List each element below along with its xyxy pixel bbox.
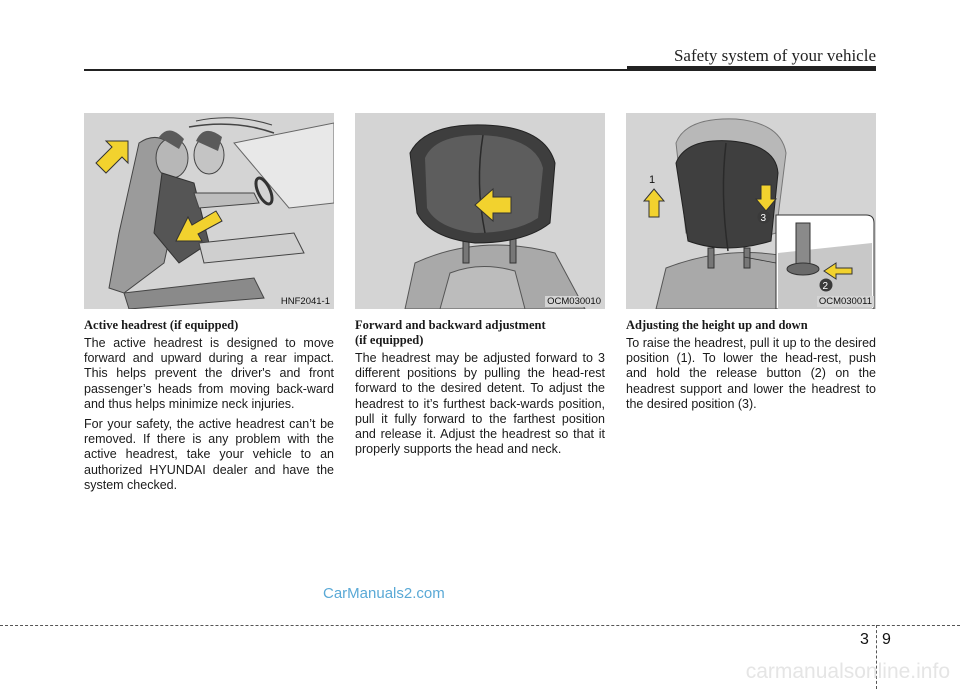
figure-code: OCM030011 [818, 296, 872, 307]
header-rule-accent [627, 66, 876, 71]
paragraph: The active headrest is designed to move forward and upward during a rear impact. This helps prevent the driver's and front passenger’s heads from moving back-ward and thus helps minimize neck injuries. [84, 336, 334, 411]
figure-code: HNF2041-1 [280, 296, 330, 307]
column-forward-backward [355, 318, 605, 462]
callout-3: 3 [760, 213, 767, 224]
heading-forward-backward: Forward and backward adjustment [355, 318, 546, 332]
active-headrest-illustration [84, 113, 334, 309]
heading-if-equipped: (if equipped) [355, 333, 424, 347]
watermark-link[interactable]: CarManuals2.com [323, 585, 445, 602]
column-active-headrest [84, 318, 334, 498]
headrest-height-illustration [626, 113, 876, 309]
figure-forward-backward [355, 113, 605, 309]
heading-active-headrest: Active headrest (if equipped) [84, 318, 239, 332]
site-watermark: carmanualsonline.info [745, 660, 950, 683]
paragraph: To raise the headrest, pull it up to the desired position (1). To lower the head-rest, push and hold the release button (2) on the headrest support and lower the headrest to the desired position (3). [626, 336, 876, 411]
paragraph: The headrest may be adjusted forward to 3 different positions by pulling the head-rest forward to the desired detent. To adjust the headrest to it’s furthest back-wards position, pull it fully forward to the farthest position and release it. Adjust the headrest so that it properly supports the head and neck. [355, 351, 605, 457]
heading-height-adjust: Adjusting the height up and down [626, 318, 808, 332]
section-number: 3 [860, 631, 869, 648]
footer-rule [0, 625, 960, 626]
figure-height-adjust [626, 113, 876, 309]
page-number: 9 [882, 631, 891, 648]
callout-2: 2 [822, 281, 829, 292]
section-title: Safety system of your vehicle [673, 46, 876, 65]
paragraph: For your safety, the active headrest can’t be removed. If there is any problem with the active headrest, take your vehicle to an authorized HYUNDAI dealer and have the system checked. [84, 417, 334, 492]
callout-1: 1 [649, 174, 656, 186]
headrest-forward-illustration [355, 113, 605, 309]
figure-active-headrest [84, 113, 334, 309]
column-height-adjust [626, 318, 876, 417]
figure-code: OCM030010 [547, 296, 601, 307]
